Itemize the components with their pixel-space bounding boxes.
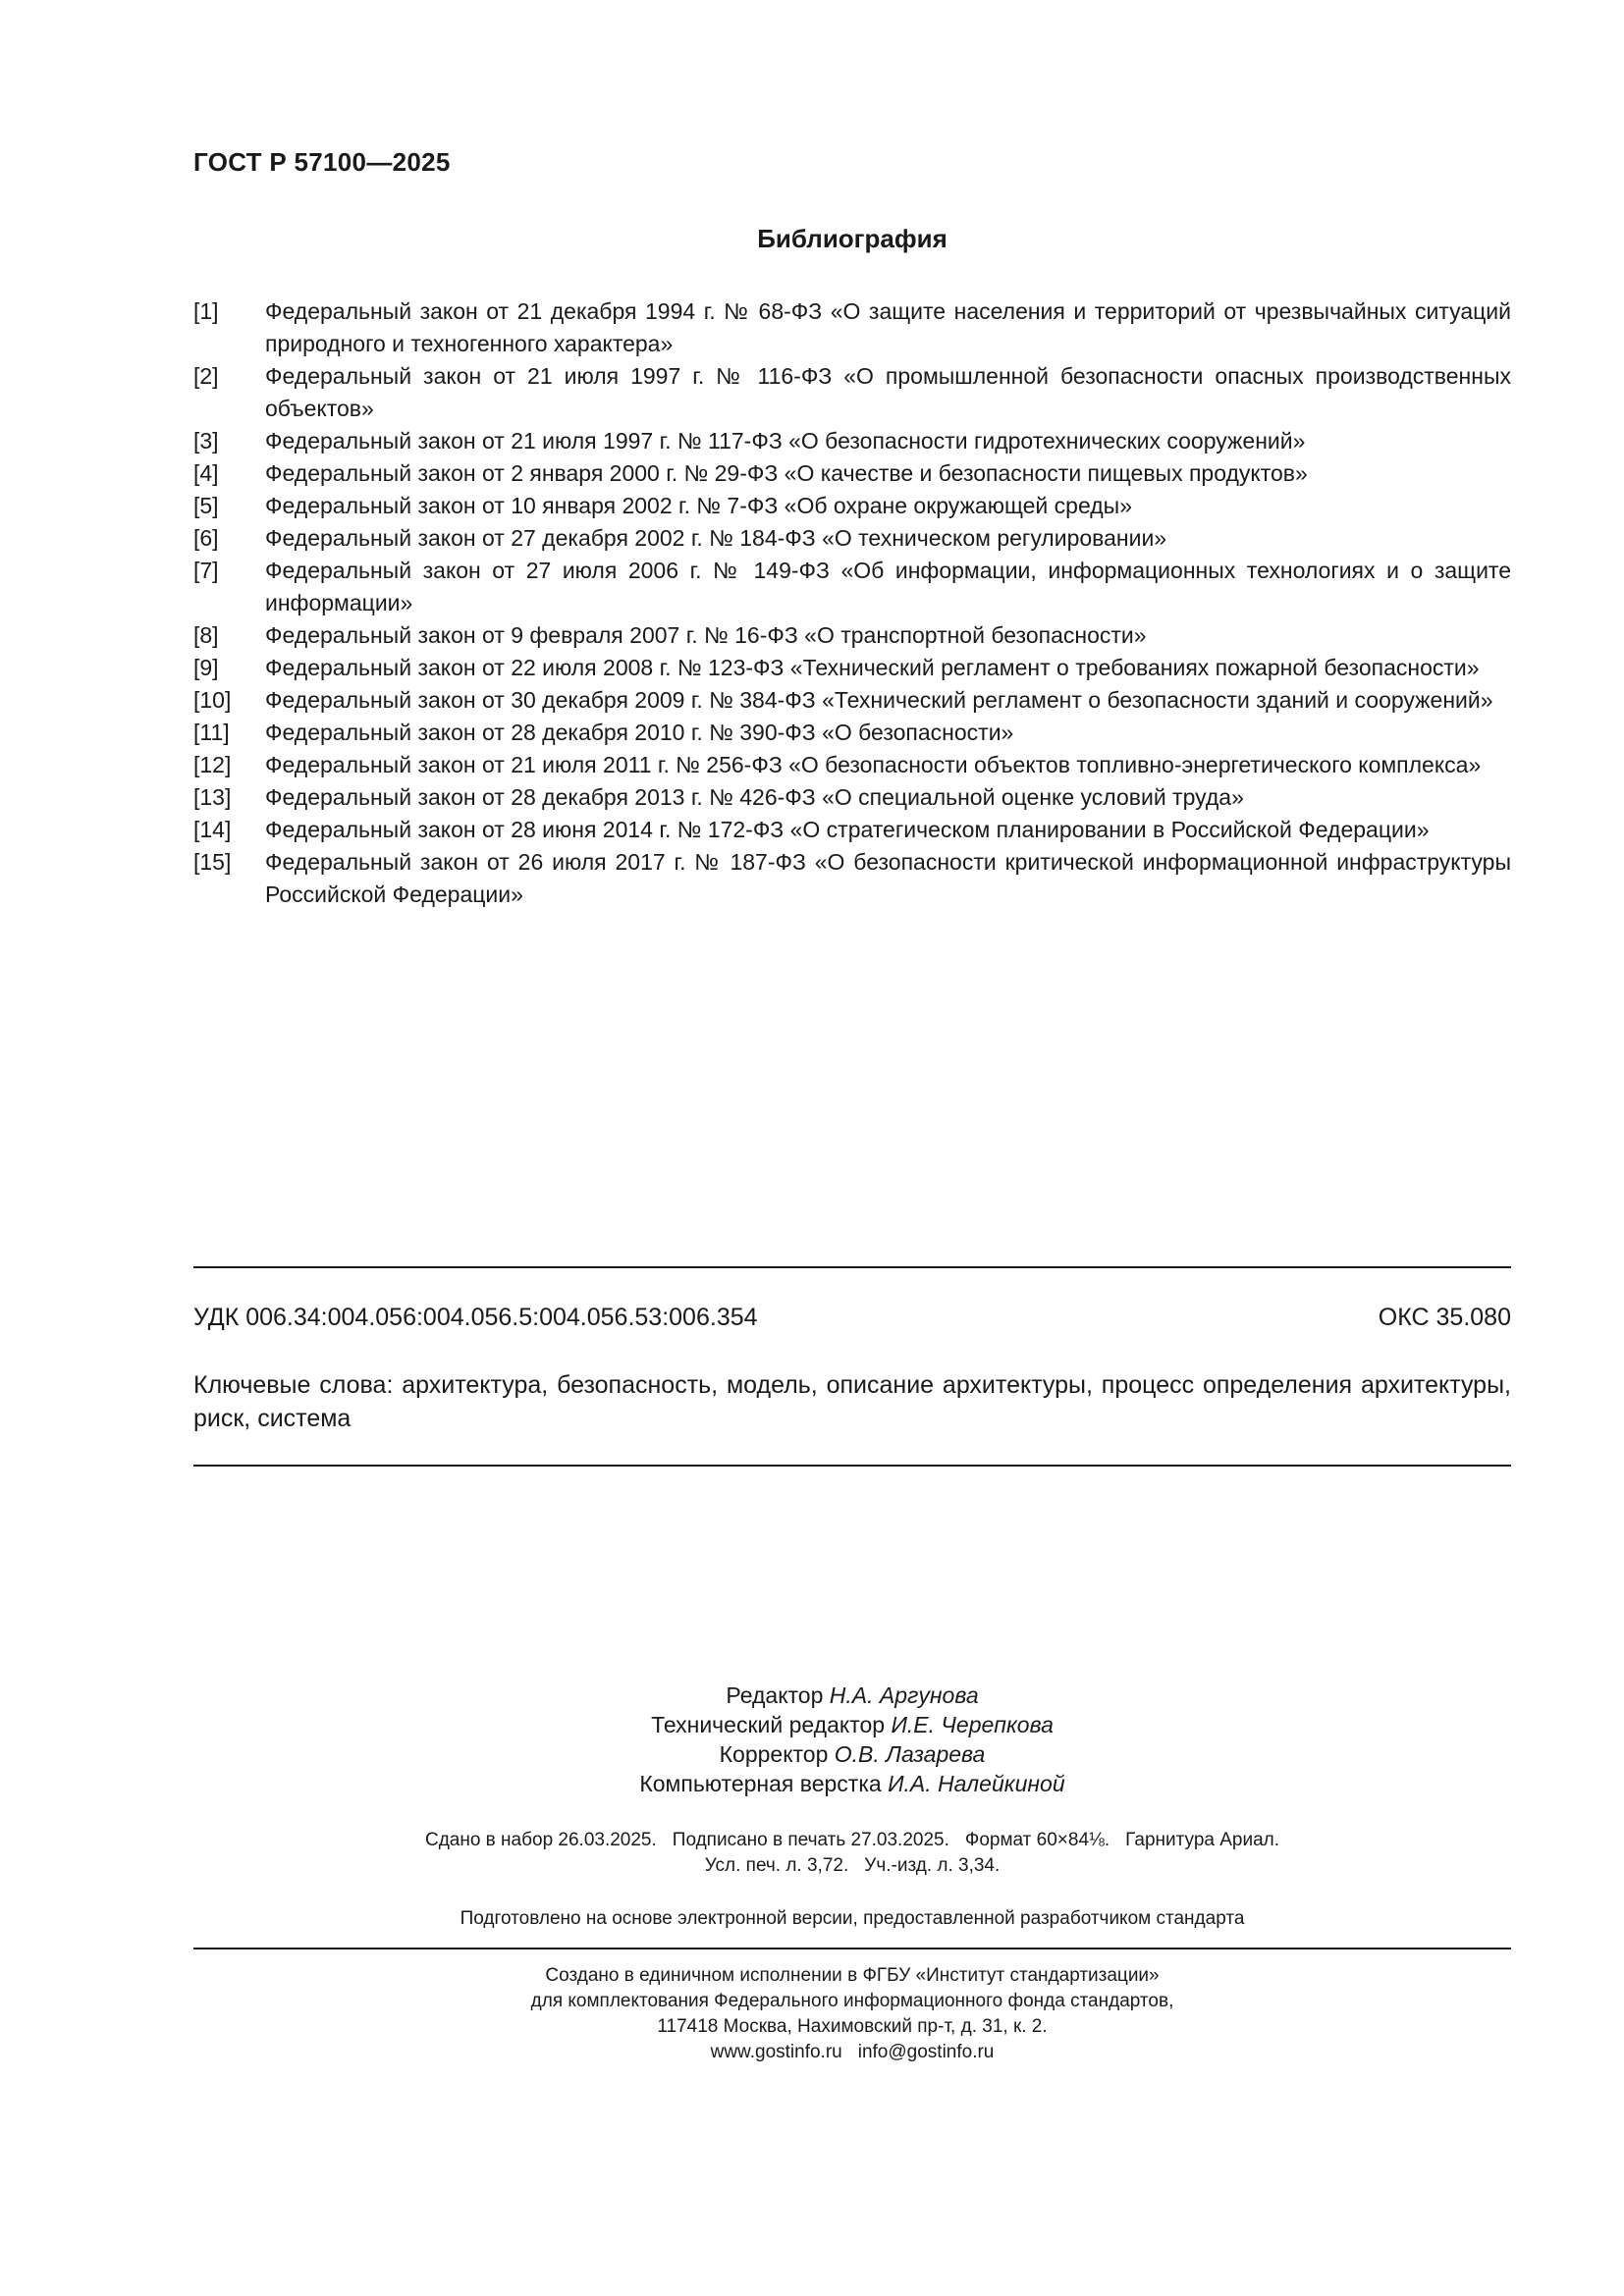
bibliography-title: Библиография	[757, 224, 947, 253]
bibliography-item-number: [2]	[193, 363, 219, 389]
bibliography-item-text: Федеральный закон от 28 декабря 2013 г. № 426-ФЗ «О специальной оценке условий труда»	[265, 784, 1244, 810]
bibliography-item-text: Федеральный закон от 21 июля 1997 г. № 116-ФЗ «О промышленной безопасности опасных производственных объектов»	[265, 363, 1511, 421]
bibliography-item-number: [13]	[193, 784, 232, 810]
bibliography-item-text: Федеральный закон от 22 июля 2008 г. № 123-ФЗ «Технический регламент о требованиях пожарной безопасности»	[265, 655, 1480, 680]
bibliography-item-text: Федеральный закон от 30 декабря 2009 г. № 384-ФЗ «Технический регламент о безопасности зданий и сооружений»	[265, 687, 1493, 713]
keywords: Ключевые слова: архитектура, безопасность, модель, описание архитектуры, процесс определения архитектуры, риск, система	[193, 1371, 1511, 1432]
print-pub-sheets: Уч.-изд. л. 3,34.	[864, 1855, 1001, 1876]
bibliography-item-number: [12]	[193, 752, 232, 777]
udk-code: УДК 006.34:004.056:004.056.5:004.056.53:006.354	[193, 1304, 758, 1331]
publisher-contacts	[193, 2040, 1511, 2065]
print-typeface: Гарнитура Ариал.	[1125, 1830, 1280, 1850]
bibliography-item	[193, 749, 1511, 781]
oks-code: ОКС 35.080	[1378, 1304, 1511, 1331]
bibliography-item-text: Федеральный закон от 27 июля 2006 г. № 149-ФЗ «Об информации, информационных технологиях и о защите информации»	[265, 558, 1511, 615]
document-page	[193, 0, 1511, 2296]
bibliography-item	[193, 846, 1511, 911]
bibliography-item-number: [15]	[193, 849, 232, 875]
bibliography-item-number: [5]	[193, 493, 219, 518]
bibliography-item	[193, 555, 1511, 619]
bibliography-item-text: Федеральный закон от 26 июля 2017 г. № 187-ФЗ «О безопасности критической информационной инфраструктуры Российской Федерации»	[265, 849, 1511, 907]
bibliography-item-text: Федеральный закон от 2 января 2000 г. № 29-ФЗ «О качестве и безопасности пищевых продуктов»	[265, 460, 1308, 486]
bibliography-list	[193, 295, 1511, 911]
bibliography-item-text: Федеральный закон от 21 декабря 1994 г. № 68-ФЗ «О защите населения и территорий от чрезвычайных ситуаций природного и техногенного характера»	[265, 298, 1511, 356]
bibliography-item	[193, 295, 1511, 360]
bibliography-item-number: [8]	[193, 622, 219, 648]
bibliography-item	[193, 717, 1511, 749]
bibliography-item-text: Федеральный закон от 28 декабря 2010 г. № 390-ФЗ «О безопасности»	[265, 720, 1014, 745]
bibliography-item-number: [14]	[193, 817, 232, 842]
credit-tech-editor	[193, 1710, 1511, 1739]
bibliography-item-number: [4]	[193, 460, 219, 486]
divider-bottom	[193, 1948, 1511, 1949]
credit-proofreader	[193, 1739, 1511, 1769]
credit-layout	[193, 1769, 1511, 1798]
publisher-email-link[interactable]: info@gostinfo.ru	[857, 2042, 995, 2062]
credit-editor	[193, 1681, 1511, 1710]
bibliography-item-text: Федеральный закон от 9 февраля 2007 г. № 16-ФЗ «О транспортной безопасности»	[265, 622, 1147, 648]
prepared-note: Подготовлено на основе электронной версии, предоставленной разработчиком стандарта	[460, 1908, 1245, 1929]
classification-row	[193, 1304, 1511, 1332]
bibliography-item-text: Федеральный закон от 10 января 2002 г. № 7-ФЗ «Об охране окружающей среды»	[265, 493, 1132, 518]
publisher-block	[193, 1963, 1511, 2065]
bibliography-item	[193, 652, 1511, 684]
bibliography-item-number: [10]	[193, 687, 232, 713]
publisher-line-2: для комплектования Федерального информационного фонда стандартов,	[530, 1991, 1174, 2011]
credit-proofreader-name: О.В. Лазарева	[834, 1741, 986, 1767]
bibliography-item	[193, 490, 1511, 522]
print-info-line-1	[193, 1828, 1511, 1853]
bibliography-item-number: [7]	[193, 558, 219, 583]
bibliography-item	[193, 522, 1511, 555]
credit-tech-editor-label: Технический редактор	[651, 1712, 886, 1737]
divider-middle	[193, 1465, 1511, 1467]
credit-tech-editor-name: И.Е. Черепкова	[891, 1712, 1054, 1737]
print-submitted: Сдано в набор 26.03.2025.	[424, 1830, 657, 1850]
document-code: ГОСТ Р 57100—2025	[193, 147, 451, 177]
bibliography-item	[193, 457, 1511, 490]
bibliography-item-text: Федеральный закон от 21 июля 2011 г. № 256-ФЗ «О безопасности объектов топливно-энергетического комплекса»	[265, 752, 1482, 777]
bibliography-item	[193, 619, 1511, 652]
bibliography-item-number: [3]	[193, 428, 219, 454]
credit-editor-name: Н.А. Аргунова	[829, 1682, 979, 1708]
credit-proofreader-label: Корректор	[719, 1741, 829, 1767]
bibliography-item	[193, 360, 1511, 425]
bibliography-item-number: [11]	[193, 720, 230, 745]
print-info-line-2	[193, 1853, 1511, 1879]
publisher-site-link[interactable]: www.gostinfo.ru	[710, 2042, 842, 2062]
credits-block	[193, 1681, 1511, 1798]
publisher-line-3: 117418 Москва, Нахимовский пр-т, д. 31, к. 2.	[657, 2016, 1048, 2037]
print-info	[193, 1828, 1511, 1879]
credit-layout-label: Компьютерная верстка	[639, 1771, 882, 1796]
bibliography-item-number: [6]	[193, 525, 219, 551]
bibliography-item	[193, 814, 1511, 846]
bibliography-item-number: [9]	[193, 655, 219, 680]
credit-editor-label: Редактор	[726, 1682, 824, 1708]
bibliography-item-text: Федеральный закон от 21 июля 1997 г. № 117-ФЗ «О безопасности гидротехнических сооружений»	[265, 428, 1306, 454]
credit-layout-name: И.А. Налейкиной	[888, 1771, 1065, 1796]
bibliography-item	[193, 684, 1511, 717]
publisher-line-1: Создано в единичном исполнении в ФГБУ «Институт стандартизации»	[545, 1965, 1160, 1986]
print-format: Формат 60×84⅛.	[964, 1830, 1110, 1850]
print-sheets: Усл. печ. л. 3,72.	[704, 1855, 849, 1876]
divider-top	[193, 1266, 1511, 1268]
bibliography-item	[193, 425, 1511, 457]
bibliography-item-number: [1]	[193, 298, 219, 324]
bibliography-item	[193, 781, 1511, 814]
bibliography-item-text: Федеральный закон от 27 декабря 2002 г. № 184-ФЗ «О техническом регулировании»	[265, 525, 1167, 551]
print-signed: Подписано в печать 27.03.2025.	[672, 1830, 949, 1850]
bibliography-item-text: Федеральный закон от 28 июня 2014 г. № 172-ФЗ «О стратегическом планировании в Российской Федерации»	[265, 817, 1430, 842]
